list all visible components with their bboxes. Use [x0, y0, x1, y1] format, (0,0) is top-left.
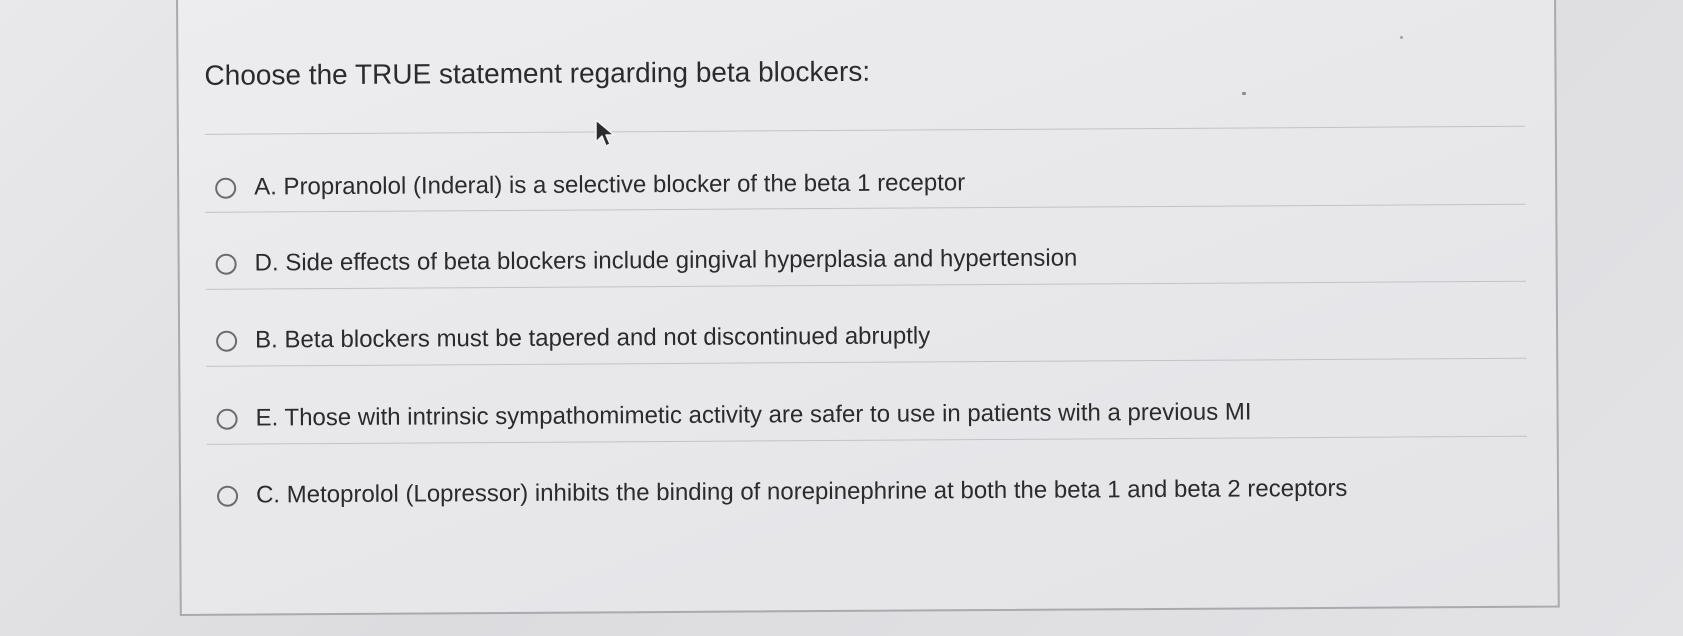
radio-button-icon[interactable]: [217, 409, 238, 430]
option-label: B. Beta blockers must be tapered and not discontinued abruptly: [255, 322, 931, 354]
answer-option-c[interactable]: [217, 472, 1497, 516]
question-text: Choose the TRUE statement regarding beta blockers:: [204, 55, 871, 91]
option-label: A. Propranolol (Inderal) is a selective blocker of the beta 1 receptor: [254, 169, 966, 201]
question-card: [176, 0, 1560, 616]
mouse-cursor-icon: [594, 118, 618, 148]
answer-option-b[interactable]: [216, 317, 1496, 361]
radio-button-icon[interactable]: [215, 178, 236, 199]
radio-button-icon[interactable]: [216, 254, 237, 275]
answer-option-a[interactable]: [215, 164, 1495, 208]
answer-option-e[interactable]: [216, 395, 1496, 439]
radio-button-icon[interactable]: [217, 486, 238, 507]
screen-speck: [1242, 92, 1246, 95]
radio-button-icon[interactable]: [216, 331, 237, 352]
option-label: E. Those with intrinsic sympathomimetic activity are safer to use in patients with a previous MI: [255, 398, 1252, 432]
answer-option-d[interactable]: [216, 240, 1496, 284]
divider: [205, 126, 1525, 135]
screen-speck: [1400, 36, 1403, 39]
option-label: D. Side effects of beta blockers include gingival hyperplasia and hypertension: [254, 244, 1078, 277]
option-label: C. Metoprolol (Lopressor) inhibits the binding of norepinephrine at both the beta 1 and beta 2 receptors: [255, 474, 1348, 509]
